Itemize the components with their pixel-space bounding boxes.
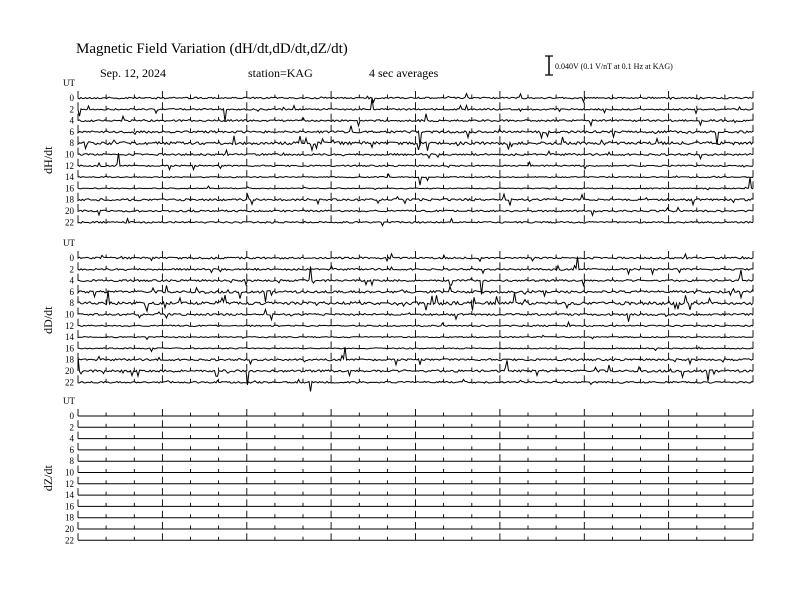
hour-ticks (78, 102, 753, 109)
hour-ticks (78, 262, 753, 269)
ut-label: UT (63, 78, 75, 88)
ut-label: UT (63, 238, 75, 248)
panel-ylabel: dD/dt (41, 306, 55, 334)
hour-label: 0 (69, 93, 74, 103)
hour-ticks (78, 319, 753, 326)
hour-ticks (78, 375, 753, 382)
panel-dD-dt (41, 238, 753, 391)
chart-date: Sep. 12, 2024 (100, 66, 166, 80)
hour-label: 10 (65, 467, 74, 478)
hour-label: 12 (65, 320, 74, 331)
hour-ticks (78, 466, 753, 473)
chart-title: Magnetic Field Variation (dH/dt,dD/dt,dZ/dt) (76, 41, 348, 57)
hour-label: 18 (65, 354, 74, 365)
ut-label: UT (63, 396, 75, 406)
hour-ticks (78, 251, 753, 258)
hour-label: 8 (69, 456, 74, 467)
hour-label: 2 (69, 422, 74, 433)
hour-label: 22 (65, 217, 74, 228)
hour-label: 8 (69, 138, 74, 149)
hour-ticks (78, 477, 753, 484)
scale-bar (545, 56, 553, 75)
panel-ylabel: dH/dt (41, 146, 55, 174)
hour-label: 22 (65, 535, 74, 546)
scale-note: 0.040V (0.1 V/nT at 0.1 Hz at KAG) (555, 62, 673, 71)
hour-ticks (78, 499, 753, 506)
hour-ticks (78, 159, 753, 166)
hour-label: 12 (65, 478, 74, 489)
hour-label: 2 (69, 264, 74, 275)
hour-ticks (78, 409, 753, 416)
hour-label: 4 (69, 433, 74, 444)
hour-ticks (78, 432, 753, 439)
chart-averaging: 4 sec averages (369, 66, 439, 80)
hour-label: 0 (69, 253, 74, 263)
hour-ticks (78, 148, 753, 155)
hour-ticks (78, 330, 753, 337)
hour-ticks (78, 341, 753, 348)
hour-ticks (78, 364, 753, 371)
hour-label: 14 (65, 332, 74, 343)
hour-ticks (78, 522, 753, 529)
hour-ticks (78, 193, 753, 200)
hour-ticks (78, 353, 753, 360)
hour-label: 20 (65, 366, 74, 376)
hour-label: 4 (69, 275, 74, 286)
hour-label: 0 (69, 411, 74, 421)
hour-label: 2 (69, 104, 74, 115)
hour-ticks (78, 91, 753, 98)
hour-label: 6 (69, 126, 74, 137)
hour-label: 20 (65, 206, 74, 216)
hour-ticks (78, 125, 753, 132)
hour-label: 18 (65, 512, 74, 523)
hour-label: 6 (69, 286, 74, 297)
hour-label: 14 (65, 490, 74, 501)
hour-ticks (78, 511, 753, 518)
hour-ticks (78, 215, 753, 222)
hour-label: 18 (65, 194, 74, 205)
hour-ticks (78, 181, 753, 188)
panel-dH-dt (41, 78, 753, 227)
hour-ticks (78, 274, 753, 281)
hour-ticks (78, 170, 753, 177)
hour-ticks (78, 488, 753, 495)
hour-label: 20 (65, 524, 74, 534)
chart-station: station=KAG (248, 66, 313, 80)
hour-label: 22 (65, 377, 74, 388)
hour-label: 4 (69, 115, 74, 126)
hour-label: 8 (69, 298, 74, 309)
panel-dZ-dt (41, 396, 753, 545)
hour-label: 6 (69, 444, 74, 455)
hour-label: 16 (65, 343, 74, 354)
hour-label: 10 (65, 149, 74, 160)
panel-ylabel: dZ/dt (41, 465, 55, 492)
hour-label: 16 (65, 501, 74, 512)
hour-label: 16 (65, 183, 74, 194)
hour-label: 14 (65, 172, 74, 183)
hour-ticks (78, 454, 753, 461)
hour-ticks (78, 420, 753, 427)
hour-ticks (78, 533, 753, 540)
hour-label: 12 (65, 160, 74, 171)
hour-label: 10 (65, 309, 74, 320)
panels (41, 78, 753, 545)
hour-ticks (78, 443, 753, 450)
